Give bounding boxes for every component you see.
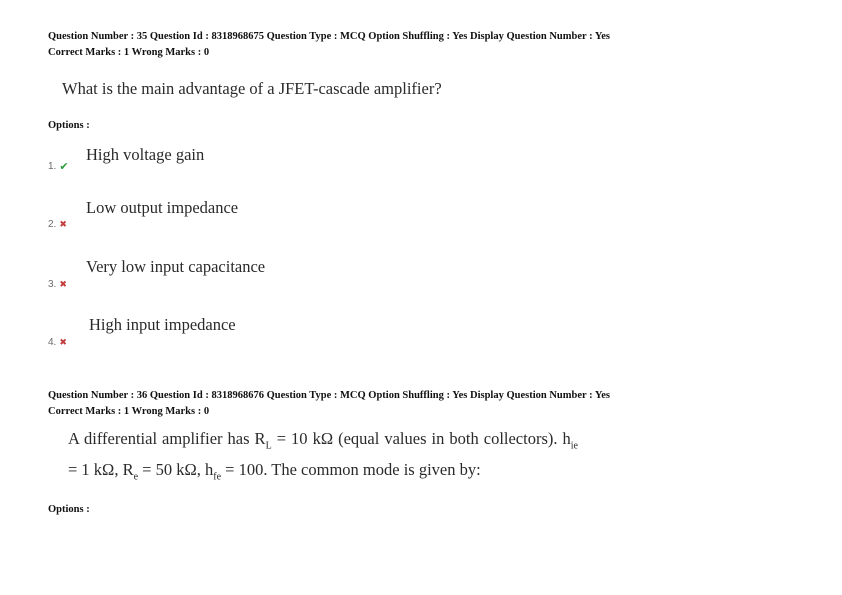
q35-option-1-number bbox=[48, 160, 69, 173]
q36-options-label: Options : bbox=[48, 504, 90, 515]
cross-icon: ✖ bbox=[59, 337, 67, 347]
q36-question-text bbox=[68, 427, 578, 490]
q35-option-4-text: High input impedance bbox=[89, 315, 236, 334]
q35-option-2-number bbox=[48, 219, 67, 230]
q36-marks-info: Correct Marks : 1 Wrong Marks : 0 bbox=[48, 406, 210, 417]
option-number: 4. bbox=[48, 337, 57, 348]
q35-option-1-text: High voltage gain bbox=[86, 145, 205, 164]
q36-header-info: Question Number : 36 Question Id : 8318968676 Question Type : MCQ Option Shuffling : Yes Display Question Number : Yes bbox=[48, 390, 611, 401]
q36-text-part: = 50 kΩ, h bbox=[138, 460, 214, 480]
q35-options-label: Options : bbox=[48, 120, 90, 131]
cross-icon: ✖ bbox=[59, 219, 67, 229]
q35-option-4-number bbox=[48, 337, 67, 348]
cross-icon: ✖ bbox=[59, 279, 67, 289]
q36-subscript: L bbox=[265, 440, 272, 452]
option-number: 1. bbox=[48, 161, 57, 172]
check-icon: ✔ bbox=[59, 161, 69, 173]
q35-marks-info: Correct Marks : 1 Wrong Marks : 0 bbox=[48, 47, 210, 58]
q36-subscript: e bbox=[133, 471, 139, 483]
q36-subscript: fe bbox=[213, 471, 222, 483]
q36-text-part: = 1 kΩ, R bbox=[68, 460, 134, 480]
q36-text-part: = 100. The common mode is given by: bbox=[221, 460, 481, 480]
q36-subscript: ie bbox=[570, 440, 578, 452]
q35-header-info: Question Number : 35 Question Id : 8318968675 Question Type : MCQ Option Shuffling : Yes Display Question Number : Yes bbox=[48, 31, 611, 42]
q35-question-text: What is the main advantage of a JFET-cascade amplifier? bbox=[62, 79, 442, 98]
q35-option-3-number bbox=[48, 279, 67, 290]
q36-text-part: = 10 kΩ (equal values in both collectors). h bbox=[271, 429, 571, 448]
q35-option-3-text: Very low input capacitance bbox=[86, 257, 266, 276]
q36-text-part: A differential amplifier has R bbox=[68, 429, 266, 448]
option-number: 3. bbox=[48, 279, 57, 290]
option-number: 2. bbox=[48, 219, 57, 230]
q35-option-2-text: Low output impedance bbox=[86, 198, 239, 217]
